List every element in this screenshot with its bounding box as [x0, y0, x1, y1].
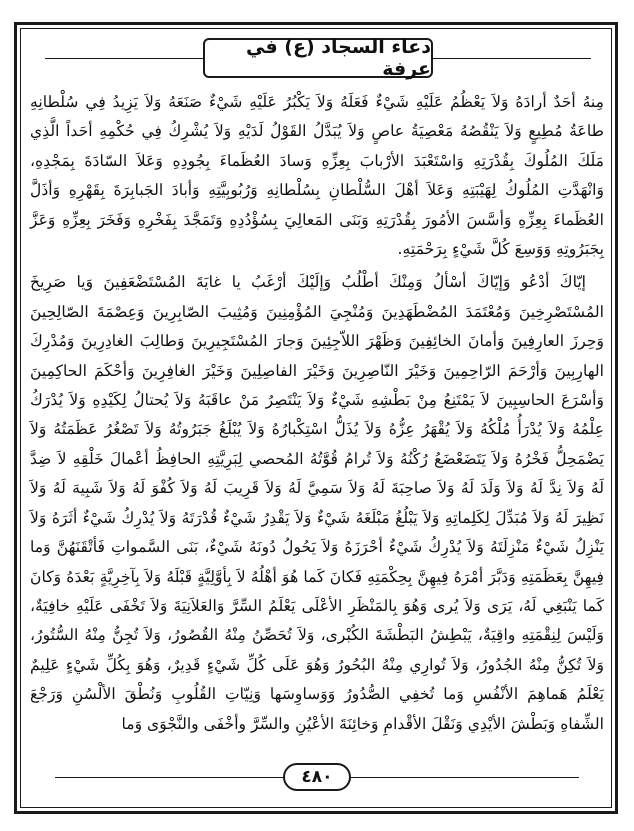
paragraph-1: مِنهُ أحَدٌ أرادَهُ وَلاَ يَعْظُمُ عَلَيْهِ شَيْءٌ فَعَلَهُ وَلاَ يَكْبُرُ عَلَيْهِ شَيْءٌ صَنَعَهُ وَلاَ يَزِيدُ فِي سُلْطانِهِ طاعَةُ مُطِيعٍ وَلاَ يَنْقُصُهُ مَعْصِيَةُ عاصٍ وَلاَ يُبَدَّلُ القَوْلُ لَدَيْهِ وَلاَ يُشْرِكُ فِي حُكْمِهِ أحَداً الَّذِي مَلَكَ المُلُوكَ بِقُدْرَتِهِ وَاسْتَعْبَدَ الأرْبابَ بِعِزِّهِ وَسادَ العُظَماءَ بِجُودِهِ وَعَلاَ السّادَةَ بِمَجْدِهِ، وَانْهَدَّتِ المُلُوكُ لِهَيْبَتِهِ وَعَلاَ أهْلَ السُّلْطانِ بِسُلْطانِهِ وَرُبُوبِيَّتِهِ وَأبادَ الجَبابِرَةَ بِقَهْرِهِ وَأذَلَّ العُظَماءَ بِعِزِّهِ وَأسَّسَ الأمُورَ بِقُدْرَتِهِ وَبَنَى المَعالِيَ بِسُؤْدُدِهِ وَتَمَجَّدَ بِفَخْرِهِ وَفَخَرَ بِعِزِّهِ وَعَزَّ بِجَبَرُوتِهِ وَوَسِعَ كُلَّ شَيْءٍ بِرَحْمَتِهِ.	[30, 93, 604, 259]
page-number-box	[283, 763, 351, 791]
paragraph-2: إيّاكَ أدْعُو وَإيّاكَ أسْألُ وَمِنْكَ أطْلُبُ وَإلَيْكَ أرْغَبُ يا غايَةَ المُسْتَضْعَفِينَ وَيا صَرِيخَ المُسْتَصْرِخِينَ وَمُعْتَمَدَ المُضْطَهَدِينَ وَمُنْجِيَ المُؤْمِنِينَ وَمُثِيبَ الصّابِرِينَ وَعِصْمَةَ الصّالِحِينَ وَحِرزَ العارِفِينَ وَأمانَ الخائِفِينَ وَظَهْرَ اللاّجِئِينَ وَجارَ المُسْتَجِيرِينَ وَطالِبَ الغادِرِينَ وَمُدْرِكَ الهارِبِينَ وَأرْحَمَ الرّاحِمِينَ وَخَيْرَ النّاصِرِينَ وَخَيْرَ الفاصِلِينَ وَخَيْرَ الغافِرِينَ وَأحْكَمَ الحاكِمِينَ وَأسْرَعَ الحاسِبِينَ لاَ يَمْتَنِعُ مِنْ بَطْشِهِ شَيْءٌ وَلاَ يَنْتَصِرُ مَنْ عاقَبَهُ وَلاَ يُحتالُ لِكَيْدِهِ وَلاَ يُدْرَكُ عِلْمُهُ وَلاَ يُدْرَأُ مُلْكُهُ وَلاَ يُقْهَرُ عِزُّهُ وَلاَ يُذَلُّ اسْتِكْبارُهُ وَلاَ يُبْلَغُ جَبَرُوتُهُ وَلاَ تَصْغُرُ عَظَمَتُهُ وَلاَ يَضْمَحِلُّ فَخْرُهُ وَلاَ يَتَضَعْضَعُ رُكْنُهُ وَلاَ تُرامُ قُوَّتُهُ المُحصي لِبَرِيَّتِهِ الحافِظُ أعْمالَ خَلْقِهِ لاَ ضِدَّ لَهُ وَلاَ نِدَّ لَهُ وَلاَ وَلَدَ لَهُ وَلاَ صاحِبَةَ لَهُ وَلاَ سَمِيَّ لَهُ وَلاَ قَرِيبَ لَهُ وَلاَ كُفْوَ لَهُ وَلاَ شَبِيهَ لَهُ وَلاَ نَظِيرَ لَهُ وَلاَ مُبَدِّلَ لِكَلِماتِهِ وَلاَ يَبْلُغُ مَبْلَغَهُ شَيْءٌ وَلاَ يَقْدِرُ شَيْءٌ قُدْرَتَهُ وَلاَ يُدْرِكُ شَيْءٌ أثَرَهُ وَلاَ يَنْزِلُ شَيْءٌ مَنْزِلَتَهُ وَلاَ يُدْرِكُ شَيْءٌ أحْرَزَهُ وَلاَ يَحُولُ دُونَهُ شَيْءٌ، بَنَى السَّمواتِ فَأتْقَنَهُنَّ وَما فِيهِنَّ بِعَظَمَتِهِ وَدَبَّرَ أمْرَهُ فِيهِنَّ بِحِكْمَتِهِ فَكانَ كَما هُوَ أهْلُهُ لاَ بِأوَّلِيَّةٍ قَبْلَهُ وَلاَ بِآخِرِيَّةٍ بَعْدَهُ وَكانَ كَما يَنْبَغِي لَهُ، يَرَى وَلاَ يُرى وَهُوَ بِالمَنْظَرِ الأعْلَى يَعْلَمُ السِّرَّ وَالعَلاَنِيَةَ وَلاَ تَخْفَى عَلَيْهِ خافِيَةٌ، وَلَيْسَ لِنِقْمَتِهِ واقِيَةٌ، يَبْطِشُ البَطْشَةَ الكُبْرى، وَلاَ تُحَصِّنُ مِنْهُ القُصُورُ، وَلاَ تُجِنُّ مِنْهُ السُّتُورُ، وَلاَ تُكِنُّ مِنْهُ الجُدُورُ، وَلاَ تُوارِي مِنْهُ البُحُورُ وَهُوَ عَلَى كُلِّ شَيْءٍ قَدِيرٌ، وَهُوَ بِكُلِّ شَيْءٍ عَلِيمٌ يَعْلَمُ هَماهِمَ الأنْفُسِ وَما تُخفِي الصُّدُورُ وَوَساوِسَها وَنِيّاتِ القُلُوبِ وَنُطْقَ الألْسُنِ وَرَجْعَ الشِّفاهِ وَبَطْشَ الأيْدِي وَنَقْلَ الأقْدامِ وَخائِنَةَ الأعْيُنِ والسِّرَّ وأخْفَى والنَّجْوَى وَما	[30, 273, 605, 733]
page-title: دعاء السجاد (ع) في عرفة	[246, 36, 431, 80]
header-title-box	[203, 38, 433, 78]
page-number: ٤٨٠	[301, 767, 333, 787]
prayer-text	[30, 88, 604, 748]
